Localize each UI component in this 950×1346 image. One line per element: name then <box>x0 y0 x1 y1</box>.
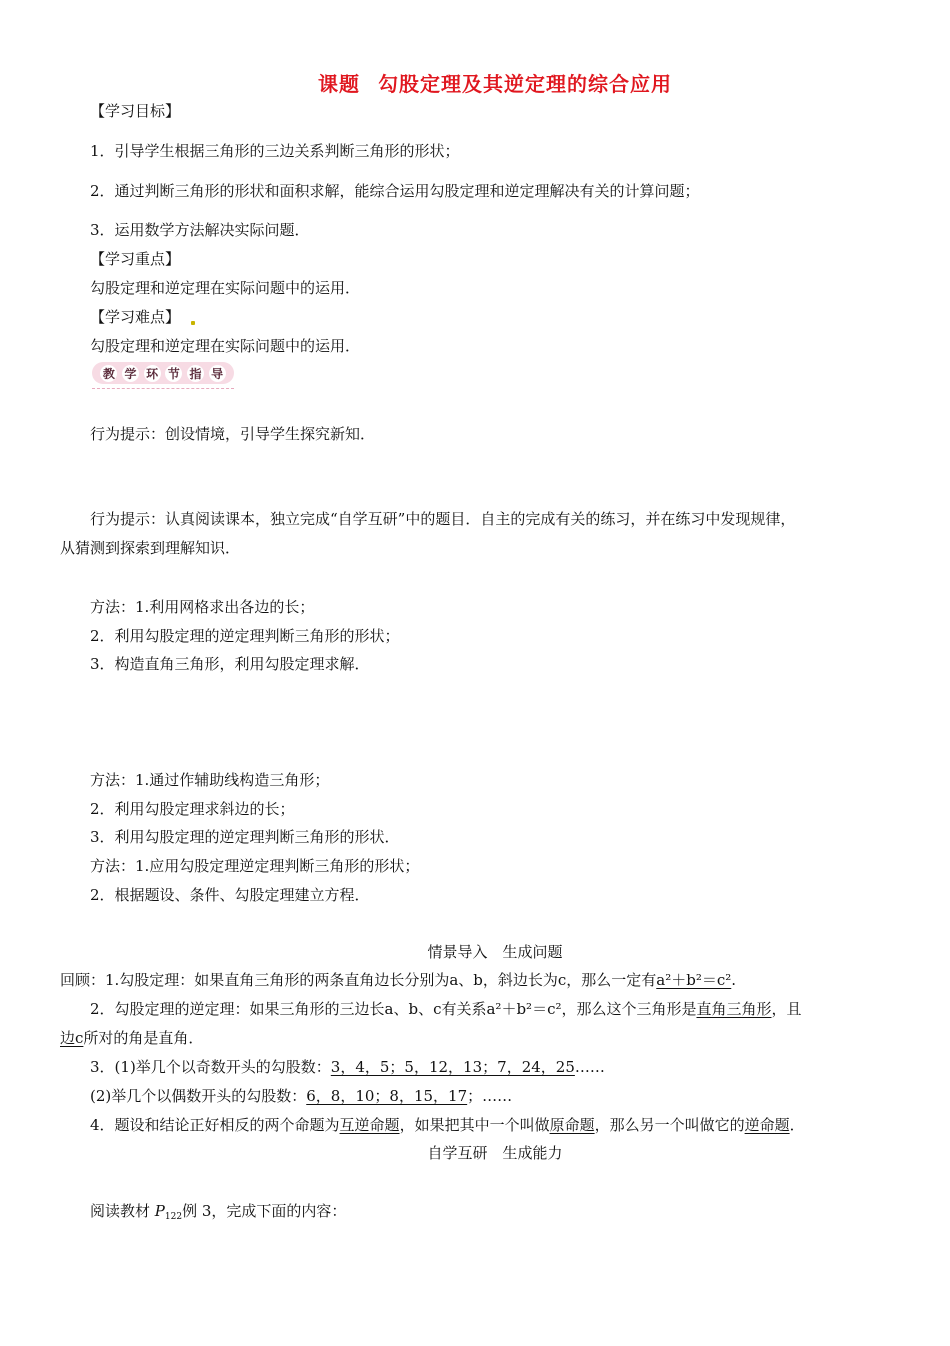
goals-heading: 【学习目标】 <box>90 102 181 120</box>
reading-pre: 阅读教材 <box>90 1202 155 1220</box>
answer-even-triples: 6，8，10；8，15，17 <box>306 1087 468 1105</box>
focus-heading: 【学习重点】 <box>90 250 181 268</box>
teaching-guide-banner <box>92 362 234 384</box>
behavior-hint-1: 行为提示：创设情境，引导学生探究新知． <box>90 425 376 443</box>
goal-3: 3．运用数学方法解决实际问题． <box>90 221 310 239</box>
banner-char: 环 <box>144 365 161 382</box>
banner-char: 指 <box>187 365 204 382</box>
banner-char: 学 <box>122 365 139 382</box>
review-5-end: ；…… <box>467 1087 513 1105</box>
answer-side-c: 边c <box>60 1029 84 1047</box>
goal-1: 1．引导学生根据三角形的三边关系判断三角形的形状； <box>90 142 460 160</box>
answer-right-triangle: 直角三角形 <box>696 1000 772 1018</box>
reading-post: 例 3，完成下面的内容： <box>182 1202 347 1220</box>
method-c-2: 2．根据题设、条件、勾股定理建立方程． <box>90 886 370 904</box>
answer-converse-propositions: 互逆命题 <box>339 1116 400 1134</box>
section-heading-scenario: 情景导入 生成问题 <box>427 943 563 961</box>
review-4-end: …… <box>574 1058 605 1076</box>
review-2-text: 2．勾股定理的逆定理：如果三角形的三边长a、b、c有关系a²＋b²＝c²，那么这个三角形是 <box>90 1000 697 1018</box>
yellow-mark <box>191 321 195 325</box>
banner-char: 教 <box>100 365 117 382</box>
method-b-2: 2．利用勾股定理求斜边的长； <box>90 800 295 818</box>
goal-2: 2．通过判断三角形的形状和面积求解，能综合运用勾股定理和逆定理解决有关的计算问题； <box>90 182 700 200</box>
review-6-mid: ，如果把其中一个叫做 <box>399 1116 550 1134</box>
review-1-end: . <box>731 971 737 989</box>
banner-char: 导 <box>209 365 226 382</box>
answer-converse-proposition: 逆命题 <box>744 1116 790 1134</box>
review-3-end: 所对的角是直角． <box>83 1029 204 1047</box>
difficulty-text: 勾股定理和逆定理在实际问题中的运用． <box>90 337 361 355</box>
section-heading-selfstudy: 自学互研 生成能力 <box>427 1144 563 1162</box>
behavior-hint-2-line1: 行为提示：认真阅读课本，独立完成“自学互研”中的题目．自主的完成有关的练习，并在练习中发现规律， <box>90 510 796 528</box>
answer-pythagorean-formula: a²＋b²＝c² <box>656 971 732 989</box>
method-a-3: 3．构造直角三角形，利用勾股定理求解． <box>90 655 370 673</box>
answer-odd-triples: 3，4，5；5，12，13；7，24，25 <box>330 1058 575 1076</box>
review-6-text: 4．题设和结论正好相反的两个命题为 <box>90 1116 340 1134</box>
review-2-end: ，且 <box>771 1000 802 1018</box>
page-number: 122 <box>164 1212 183 1222</box>
page-letter: P <box>154 1202 165 1220</box>
method-b-3: 3．利用勾股定理的逆定理判断三角形的形状． <box>90 828 400 846</box>
banner-char: 节 <box>165 365 182 382</box>
answer-original-proposition: 原命题 <box>549 1116 595 1134</box>
reading-instruction <box>90 1201 346 1221</box>
method-a-2: 2．利用勾股定理的逆定理判断三角形的形状； <box>90 627 400 645</box>
review-line-4 <box>90 1057 605 1077</box>
review-line-3 <box>60 1028 203 1048</box>
review-1-text: 回顾：1.勾股定理：如果直角三角形的两条直角边长分别为a、b，斜边长为c，那么一定有 <box>60 971 657 989</box>
review-line-6 <box>90 1115 805 1135</box>
method-b-1: 方法：1.通过作辅助线构造三角形； <box>90 771 330 789</box>
difficulty-heading: 【学习难点】 <box>90 308 181 326</box>
review-line-2 <box>90 999 802 1019</box>
focus-text: 勾股定理和逆定理在实际问题中的运用． <box>90 279 361 297</box>
title-prefix: 课题 <box>318 72 360 96</box>
behavior-hint-2-line2: 从猜测到探索到理解知识． <box>60 539 241 557</box>
banner-divider <box>92 388 234 389</box>
review-4-text: 3．(1)举几个以奇数开头的勾股数： <box>90 1058 331 1076</box>
method-c-1: 方法：1.应用勾股定理逆定理判断三角形的形状； <box>90 857 420 875</box>
review-6-mid2: ，那么另一个叫做它的 <box>594 1116 745 1134</box>
review-6-end: ． <box>789 1116 805 1134</box>
title-main: 勾股定理及其逆定理的综合应用 <box>378 72 672 96</box>
method-a-1: 方法：1.利用网格求出各边的长； <box>90 598 315 616</box>
lesson-title <box>0 68 950 97</box>
review-line-5 <box>90 1086 512 1106</box>
review-5-text: (2)举几个以偶数开头的勾股数： <box>90 1087 307 1105</box>
review-line-1 <box>60 970 736 990</box>
